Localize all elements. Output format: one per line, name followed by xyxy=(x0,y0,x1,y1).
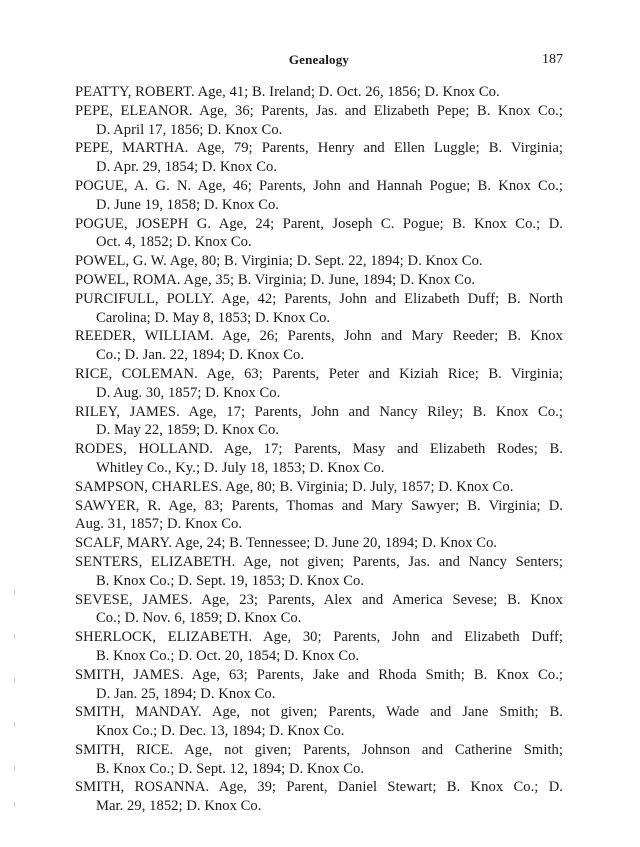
scan-margin-specks xyxy=(14,590,17,810)
entry-continuation-line: Carolina; D. May 8, 1853; D. Knox Co. xyxy=(96,309,331,326)
entry-continuation-line: Whitley Co., Ky.; D. July 18, 1853; D. Knox Co. xyxy=(96,459,385,476)
genealogy-entry xyxy=(75,215,563,253)
entry-continuation-line: D. Aug. 30, 1857; D. Knox Co. xyxy=(96,384,281,401)
genealogy-entry xyxy=(75,591,563,629)
genealogy-entry xyxy=(75,497,563,535)
entry-continuation-line: D. Apr. 29, 1854; D. Knox Co. xyxy=(96,159,278,176)
genealogy-entry xyxy=(75,290,563,328)
entry-continuation-line: B. Knox Co.; D. Sept. 19, 1853; D. Knox Co. xyxy=(96,572,365,589)
genealogy-entry xyxy=(75,327,563,365)
genealogy-entry xyxy=(75,741,563,779)
entry-first-line: PEATTY, ROBERT. Age, 41; B. Ireland; D. Oct. 26, 1856; D. Knox Co. xyxy=(75,84,500,100)
entry-first-line: RILEY, JAMES. Age, 17; Parents, John and Nancy Riley; B. Knox Co.; xyxy=(75,403,563,420)
entry-first-line: REEDER, WILLIAM. Age, 26; Parents, John and Mary Reeder; B. Knox xyxy=(75,328,563,345)
entry-continuation-line: Co.; D. Nov. 6, 1859; D. Knox Co. xyxy=(96,610,302,627)
genealogy-entry xyxy=(75,177,563,215)
entry-first-line: RICE, COLEMAN. Age, 63; Parents, Peter and Kiziah Rice; B. Virginia; xyxy=(75,365,563,382)
entry-continuation-line: Mar. 29, 1852; D. Knox Co. xyxy=(96,798,262,815)
entry-continuation-line: Aug. 31, 1857; D. Knox Co. xyxy=(75,516,243,533)
entry-first-line: SMITH, RICE. Age, not given; Parents, Johnson and Catherine Smith; xyxy=(75,741,563,758)
genealogy-entry xyxy=(75,365,563,403)
genealogy-entry xyxy=(75,778,563,816)
entry-first-line: SEVESE, JAMES. Age, 23; Parents, Alex and America Sevese; B. Knox xyxy=(75,591,563,608)
genealogy-entries xyxy=(75,83,563,816)
genealogy-entry xyxy=(75,271,563,290)
genealogy-entry xyxy=(75,440,563,478)
entry-continuation-line: B. Knox Co.; D. Oct. 20, 1854; D. Knox Co. xyxy=(96,647,360,664)
entry-first-line: SMITH, ROSANNA. Age, 39; Parent, Daniel Stewart; B. Knox Co.; D. xyxy=(75,779,563,796)
entry-first-line: SMITH, MANDAY. Age, not given; Parents, Wade and Jane Smith; B. xyxy=(75,704,563,721)
entry-first-line: PEPE, ELEANOR. Age, 36; Parents, Jas. and Elizabeth Pepe; B. Knox Co.; xyxy=(75,102,563,119)
entry-continuation-line: Co.; D. Jan. 22, 1894; D. Knox Co. xyxy=(96,347,305,364)
genealogy-entry xyxy=(75,252,563,271)
entry-first-line: POWEL, ROMA. Age, 35; B. Virginia; D. June, 1894; D. Knox Co. xyxy=(75,271,476,288)
running-head-title: Genealogy xyxy=(288,52,350,67)
entry-continuation-line: Knox Co.; D. Dec. 13, 1894; D. Knox Co. xyxy=(96,723,345,740)
genealogy-entry xyxy=(75,666,563,704)
entry-first-line: SCALF, MARY. Age, 24; B. Tennessee; D. June 20, 1894; D. Knox Co. xyxy=(75,535,498,552)
entry-continuation-line: D. Jan. 25, 1894; D. Knox Co. xyxy=(96,685,276,702)
genealogy-entry xyxy=(75,102,563,140)
genealogy-entry xyxy=(75,553,563,591)
entry-first-line: PURCIFULL, POLLY. Age, 42; Parents, John and Elizabeth Duff; B. North xyxy=(75,290,563,307)
entry-continuation-line: Oct. 4, 1852; D. Knox Co. xyxy=(96,234,252,251)
entry-first-line: POGUE, A. G. N. Age, 46; Parents, John and Hannah Pogue; B. Knox Co.; xyxy=(75,177,563,194)
entry-continuation-line: D. May 22, 1859; D. Knox Co. xyxy=(96,422,280,439)
entry-first-line: SENTERS, ELIZABETH. Age, not given; Parents, Jas. and Nancy Senters; xyxy=(75,553,563,570)
running-head xyxy=(75,52,563,70)
entry-first-line: SHERLOCK, ELIZABETH. Age, 30; Parents, John and Elizabeth Duff; xyxy=(75,629,563,646)
entry-first-line: SAWYER, R. Age, 83; Parents, Thomas and Mary Sawyer; B. Virginia; D. xyxy=(75,497,563,514)
entry-continuation-line: D. June 19, 1858; D. Knox Co. xyxy=(96,196,280,213)
entry-continuation-line: B. Knox Co.; D. Sept. 12, 1894; D. Knox Co. xyxy=(96,760,365,777)
genealogy-entry xyxy=(75,403,563,441)
genealogy-entry xyxy=(75,478,563,497)
entry-first-line: POGUE, JOSEPH G. Age, 24; Parent, Joseph C. Pogue; B. Knox Co.; D. xyxy=(75,215,563,232)
genealogy-entry xyxy=(75,83,563,102)
page-number: 187 xyxy=(542,52,563,67)
entry-first-line: POWEL, G. W. Age, 80; B. Virginia; D. Sept. 22, 1894; D. Knox Co. xyxy=(75,253,483,270)
entry-first-line: RODES, HOLLAND. Age, 17; Parents, Masy and Elizabeth Rodes; B. xyxy=(75,441,563,458)
entry-continuation-line: D. April 17, 1856; D. Knox Co. xyxy=(96,121,283,138)
genealogy-entry xyxy=(75,628,563,666)
genealogy-entry xyxy=(75,534,563,553)
genealogy-entry xyxy=(75,139,563,177)
genealogy-entry xyxy=(75,703,563,741)
entry-first-line: SMITH, JAMES. Age, 63; Parents, Jake and Rhoda Smith; B. Knox Co.; xyxy=(75,666,563,683)
entry-first-line: SAMPSON, CHARLES. Age, 80; B. Virginia; D. July, 1857; D. Knox Co. xyxy=(75,478,514,495)
entry-first-line: PEPE, MARTHA. Age, 79; Parents, Henry and Ellen Luggle; B. Virginia; xyxy=(75,140,563,157)
